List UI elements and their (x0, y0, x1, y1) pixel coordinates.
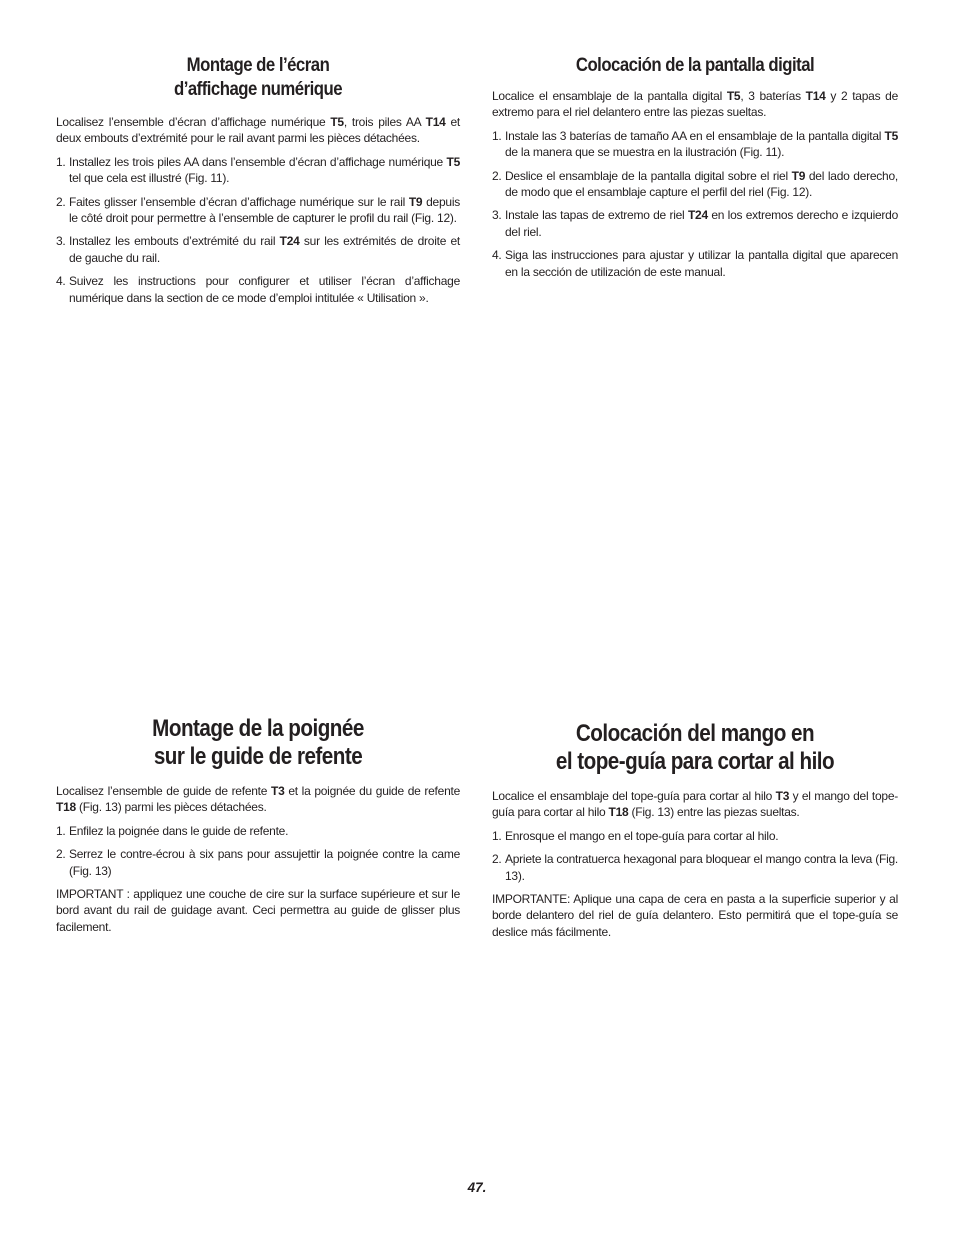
text-run: Siga las instrucciones para ajustar y utilizar la pantalla digital que aparecen en la sección de utilización de este manual. (505, 248, 898, 279)
important-note: IMPORTANTE: Aplique una capa de cera en pasta a la superficie superior y al borde delantero del riel de guía delantero. Esto permitirá que el tope-guía se deslice más fácilmente. (492, 892, 898, 939)
part-number: T3 (271, 784, 285, 798)
list-item (56, 233, 460, 266)
text-run: Suivez les instructions pour configurer et utiliser l’écran d’affichage numérique dans la section de ce mode d’emploi intitulée « Utilisation ». (69, 274, 460, 305)
part-number: T5 (726, 89, 741, 103)
text-run: Enrosque el mango en el tope-guía para cortar al hilo. (505, 828, 779, 843)
list-item (492, 128, 898, 161)
section-fr-display (56, 53, 460, 313)
text-run: en los extremos derecho e izquierdo del riel. (505, 208, 899, 239)
text-run: Localisez l’ensemble de guide de refente (56, 784, 271, 798)
text-run: , 3 baterías (740, 89, 806, 103)
list-item (492, 168, 898, 201)
text-run: depuis le côté droit pour permettre à l’ensemble de capturer le profil du rail (Fig. 12). (69, 194, 460, 226)
step-number: 1. (492, 128, 502, 143)
part-number: T14 (805, 89, 826, 103)
important-note: IMPORTANT : appliquez une couche de cire sur la surface supérieure et sur le bord avant du rail de guidage avant. Ceci permettra au guide de glisser plus facilement. (56, 887, 460, 934)
text-run: tel que cela est illustré (Fig. 11). (69, 171, 230, 186)
intro-paragraph (492, 88, 898, 121)
list-item (492, 851, 898, 884)
section-title: Colocación del mango en el tope-guía para cortar al hilo (555, 720, 835, 775)
section-body (492, 88, 898, 280)
step-number: 2. (492, 168, 502, 183)
text-run: Localice el ensamblaje del tope-guía para cortar al hilo (492, 789, 776, 803)
list-item (56, 194, 460, 227)
text-run: Serrez le contre-écrou à six pans pour assujettir la poignée contre la came (Fig. 13) (69, 847, 460, 878)
part-number: T3 (775, 789, 790, 803)
section-es-display (492, 53, 898, 287)
step-number: 4. (492, 248, 502, 263)
step-number: 1. (56, 154, 66, 169)
list-item (56, 846, 460, 879)
intro-paragraph (56, 114, 460, 147)
text-run: (Fig. 13) entre las piezas sueltas. (628, 805, 800, 820)
step-number: 3. (56, 234, 66, 249)
text-run: Installez les trois piles AA dans l’ensemble d’écran d’affichage numérique (69, 154, 447, 169)
text-run: Apriete la contratuerca hexagonal para bloquear el mango contra la leva (Fig. 13). (505, 852, 898, 883)
part-number: T24 (279, 234, 300, 249)
text-run: y el mango del tope-guía para cortar al hilo (492, 789, 898, 820)
part-number: T5 (330, 115, 344, 129)
part-number: T24 (687, 208, 708, 223)
text-run: (Fig. 13) parmi les pièces détachées. (75, 800, 267, 815)
step-number: 2. (56, 847, 66, 862)
section-body (56, 783, 460, 935)
text-run: Installez les embouts d’extrémité du rail (69, 234, 280, 249)
text-run: del lado derecho, de modo que el ensamblaje capture el perfil del riel (Fig. 12). (505, 168, 898, 200)
text-run: Deslice el ensamblaje de la pantalla digital sobre el riel (505, 168, 792, 183)
steps-list (492, 828, 898, 884)
text-run: Faites glisser l’ensemble d’écran d’affichage numérique sur le rail (69, 194, 409, 209)
part-number: T18 (608, 805, 629, 820)
text-run: et la poignée du guide de refente (284, 784, 461, 798)
intro-paragraph (56, 783, 460, 816)
step-number: 3. (492, 208, 502, 223)
step-number: 4. (56, 274, 66, 289)
text-run: Instale las tapas de extremo de riel (505, 208, 688, 223)
part-number: T18 (56, 800, 76, 815)
text-run: Localice el ensamblaje de la pantalla digital (492, 89, 727, 103)
steps-list (56, 823, 460, 879)
section-body (492, 788, 898, 940)
section-title: Montage de l’écran d’affichage numérique (173, 54, 343, 100)
section-body (56, 114, 460, 306)
intro-paragraph (492, 788, 898, 821)
section-title: Montage de la poignée sur le guide de refente (152, 715, 364, 770)
text-run: sur les extrémités de droite et de gauche du rail. (69, 234, 460, 265)
list-item (492, 828, 898, 844)
steps-list (56, 154, 460, 306)
text-run: Localisez l’ensemble d’écran d’affichage numérique (56, 115, 331, 129)
list-item (492, 247, 898, 280)
steps-list (492, 128, 898, 280)
text-run: y 2 tapas de extremo para el riel delantero entre las piezas sueltas. (492, 89, 898, 120)
step-number: 1. (492, 828, 502, 843)
step-number: 2. (492, 852, 502, 867)
text-run: et deux embouts d’extrémité pour le rail avant parmi les pièces détachées. (56, 115, 460, 146)
list-item (56, 273, 460, 306)
part-number: T9 (791, 168, 806, 183)
section-es-handle (492, 720, 898, 947)
part-number: T5 (446, 154, 460, 169)
text-run: , trois piles AA (343, 115, 426, 129)
part-number: T9 (408, 194, 423, 209)
text-run: Enfilez la poignée dans le guide de refente. (69, 823, 289, 838)
step-number: 2. (56, 194, 66, 209)
list-item (56, 823, 460, 839)
list-item (492, 207, 898, 240)
section-fr-handle (56, 715, 460, 942)
text-run: de la manera que se muestra en la ilustración (Fig. 11). (505, 145, 785, 160)
list-item (56, 154, 460, 187)
step-number: 1. (56, 823, 66, 838)
section-title: Colocación de la pantalla digital (575, 54, 815, 76)
text-run: Instale las 3 baterías de tamaño AA en el ensamblaje de la pantalla digital (505, 128, 885, 143)
part-number: T14 (425, 115, 446, 129)
page-number: 47. (467, 1180, 487, 1195)
part-number: T5 (884, 128, 898, 143)
